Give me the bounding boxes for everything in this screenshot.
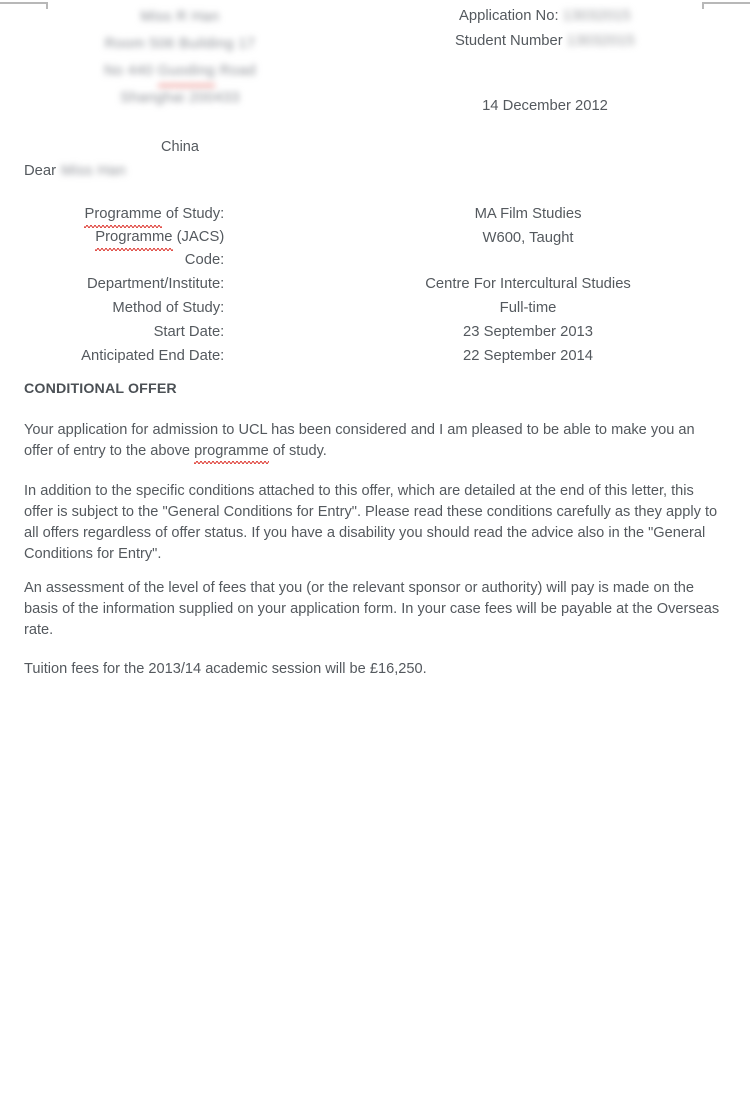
detail-spacer xyxy=(224,226,306,272)
detail-label-method-of-study: Method of Study: xyxy=(112,300,225,316)
addressee-block xyxy=(60,4,300,161)
detail-label-jacs-code xyxy=(0,226,224,272)
body-paragraph-4: Tuition fees for the 2013/14 academic session will be £16,250. xyxy=(24,661,427,677)
addressee-line-room: Room 506 Building 17 xyxy=(104,36,256,52)
programme-flagged-word-3: programme xyxy=(194,441,269,462)
paragraph-1-after: of study. xyxy=(268,443,327,459)
detail-spacer xyxy=(224,296,306,320)
table-row xyxy=(0,296,750,320)
detail-value-method-of-study: Full-time xyxy=(499,300,557,316)
addressee-line-city: Shanghai 200433 xyxy=(120,90,240,106)
detail-spacer xyxy=(224,320,306,344)
addressee-street-prefix: No 440 xyxy=(104,63,158,79)
application-no-value: 13032015 xyxy=(562,8,631,24)
body-paragraph-3: An assessment of the level of fees that you (or the relevant sponsor or authority) will pay is made on the basis of the information supplied on your application form. In your case fees will be payable at the Overseas rate. xyxy=(24,580,720,638)
student-number-value: 13032015 xyxy=(566,33,636,49)
application-no-row xyxy=(390,4,700,29)
application-no-label: Application No: xyxy=(459,8,559,24)
detail-label-rest-2: (JACS) xyxy=(172,229,225,245)
salutation-name: Miss Han xyxy=(61,163,126,179)
programme-details-table xyxy=(0,202,750,368)
salutation-greeting: Dear xyxy=(24,163,57,179)
detail-label-jacs-code-line2: Code: xyxy=(184,252,225,268)
detail-spacer xyxy=(224,344,306,368)
salutation xyxy=(24,163,126,179)
crop-tick-left xyxy=(46,2,48,9)
crop-mark-left xyxy=(0,2,47,4)
reference-block xyxy=(390,4,700,54)
detail-spacer xyxy=(224,272,306,296)
addressee-line-name: Miss R Han xyxy=(140,9,220,25)
paragraph-1-before: Your application for admission to UCL has been considered and I am pleased to be able to make you an offer of entry to the above xyxy=(24,422,695,459)
detail-label-department: Department/Institute: xyxy=(86,276,225,292)
detail-value-start-date: 23 September 2013 xyxy=(463,324,594,340)
table-row xyxy=(0,272,750,296)
detail-spacer xyxy=(224,202,306,226)
detail-label-rest-1: of Study: xyxy=(161,206,225,222)
detail-value-end-date: 22 September 2014 xyxy=(463,348,594,364)
letter-date: 14 December 2012 xyxy=(482,98,608,114)
table-row xyxy=(0,202,750,226)
table-row xyxy=(0,320,750,344)
programme-flagged-word-1: Programme xyxy=(84,202,161,226)
table-row xyxy=(0,344,750,368)
addressee-street-flagged: Guoding xyxy=(158,58,216,85)
student-number-label: Student Number xyxy=(454,33,563,49)
student-number-row xyxy=(390,29,700,54)
detail-label-start-date: Start Date: xyxy=(153,324,225,340)
addressee-street-suffix: Road xyxy=(215,63,256,79)
addressee-line-street xyxy=(60,58,300,85)
crop-mark-right xyxy=(703,2,750,4)
detail-label-end-date: Anticipated End Date: xyxy=(81,348,225,364)
conditional-offer-heading: CONDITIONAL OFFER xyxy=(24,381,177,397)
body-paragraph-1 xyxy=(24,420,724,462)
detail-value-department: Centre For Intercultural Studies xyxy=(425,276,631,292)
table-row xyxy=(0,226,750,272)
body-paragraph-2: In addition to the specific conditions attached to this offer, which are detailed at the end of this letter, this offer is subject to the "General Conditions for Entry". Please read these conditions carefully as they apply to all offers regardless of offer status. If you have a disability you should read the advice also in the "General Conditions for Entry". xyxy=(24,483,718,562)
detail-value-jacs-code: W600, Taught xyxy=(482,230,574,246)
addressee-country: China xyxy=(161,139,199,155)
detail-label-programme-of-study xyxy=(0,202,224,226)
detail-value-programme-of-study: MA Film Studies xyxy=(474,206,582,222)
crop-tick-right xyxy=(702,2,704,9)
programme-flagged-word-2: Programme xyxy=(95,226,172,249)
